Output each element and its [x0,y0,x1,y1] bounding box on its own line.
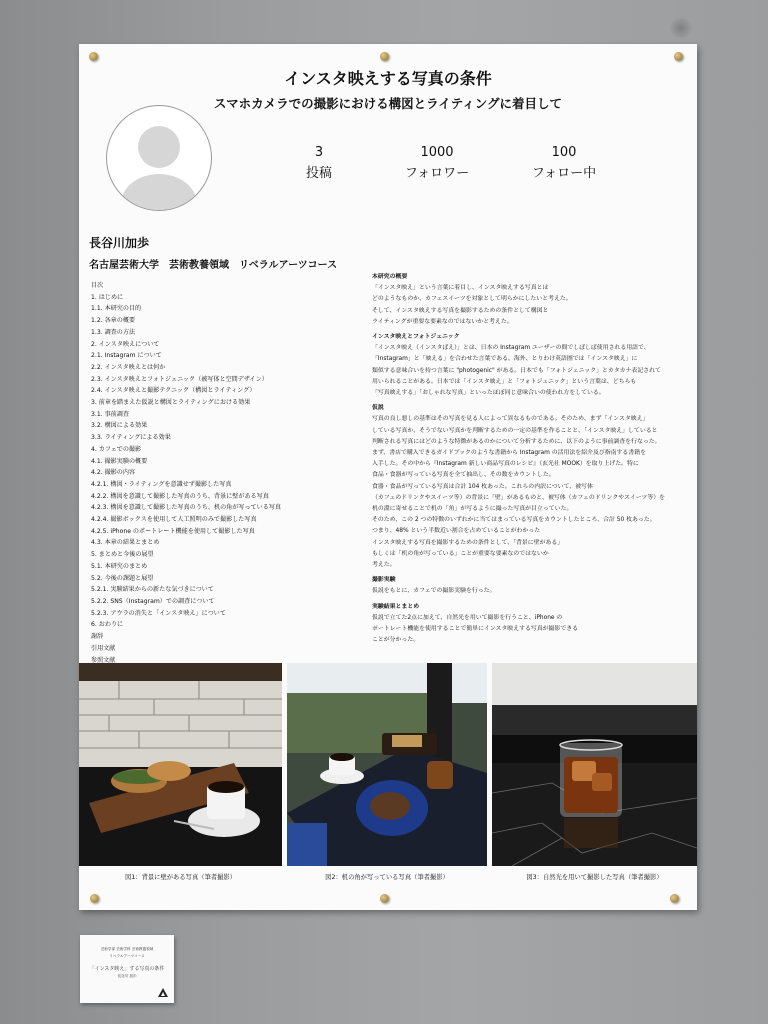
section-line: 用いられることがある。日本では「インスタ映え」と「フォトジェニック」という言葉は、どちらも [372,378,637,385]
author-name: 長谷川加歩 [89,236,150,250]
stat-followers [392,142,482,184]
toc-item: 引用文献 [91,644,116,652]
pin [90,894,99,903]
toc-item: 目次 [91,282,104,289]
section-line: 食品・食器が写っている写真を全て抽出し、その数をカウントした。 [372,472,555,479]
toc-item: 4.2.2. 構図を意識して撮影した写真のうち、背景に壁がある写真 [91,492,269,500]
section-line: 判断される写真にはどのような特徴があるのかについて分析するために、以下のように事前調査を行なった。 [372,438,661,445]
wall-mark [668,18,694,38]
section-line: 写真の良し悪しの基準はその写真を見る人によって異なるものである。そのため、まず「インスタ映え」 [372,416,649,423]
section-line: ことが分かった。 [372,637,420,644]
section-line: 「インスタ映え」という言葉に着目し、インスタ映えする写真とは [372,285,549,292]
section-heading: 仮説 [372,405,384,412]
section-line: そのため、この 2 つの特徴のいずれかに当てはまっている写真をカウントしたところ、合計 50 枚あった。 [372,517,656,524]
stat-posts [279,142,359,184]
toc-item: 4.2. 撮影の内容 [91,469,136,477]
stat-value: 3 [314,145,324,160]
pin [670,894,679,903]
stat-value: 1000 [420,145,454,160]
poster-title: インスタ映えする写真の条件 [284,69,492,88]
toc-item: 1. はじめに [91,293,124,301]
toc-item: 2. インスタ映えについて [91,340,160,348]
section-line: どのようなものか、カフェスイーツを対象として明らかにしたいと考えた。 [372,296,572,303]
stat-value: 100 [551,145,577,160]
section-line: 考えた。 [372,562,396,569]
section-line: ポートレート機能を使用することで簡単にインスタ映えする写真が撮影できる [372,626,578,633]
pin [674,52,683,61]
toc-item: 3.3. ライティングによる効果 [91,434,171,442]
avatar-head [138,126,180,168]
card-author: 長谷川 加歩 [117,974,137,978]
poster [79,44,697,910]
section-line: 食器・食品が写っている写真は合計 104 枚あった。これらの内訳について、被写体 [372,483,593,490]
toc-item: 4.1. 撮影実験の概要 [91,457,148,465]
section-line: つまり、48% という半数近い割合を占めていることがわかった [372,528,541,535]
figure-3-photo [492,663,697,866]
section-heading: 本研究の概要 [372,274,408,280]
card-title: 「インスタ映え」する写真の条件 [89,966,165,972]
stat-label: フォロワー [404,166,470,181]
poster-subtitle: スマホカメラでの撮影における構図とライティングに着目して [213,96,563,111]
pin [380,894,389,903]
section-line: もしくは「机の角が写っている」ことが重要な要素なのではないか [372,550,549,557]
toc-item: 2.4. インスタ映えと撮影テクニック（構図とライティング） [91,387,256,395]
section-line: （カフェのドリンクやスイーツ等）の背景に「壁」があるものと、被写体（カフェのドリンクやスイーツ等）を [372,494,665,501]
section-line: そして、インスタ映えする写真を撮影するための条件として構図と [372,307,549,314]
toc-item: 2.2. インスタ映えとは何か [91,363,166,371]
toc-item: 4.3. 本章の結果とまとめ [91,539,160,547]
figure-2-caption: 図2：机の角が写っている写真（筆者撮影） [325,874,449,881]
toc-item: 5. まとめと今後の展望 [91,551,154,559]
toc-item: 5.1. 本研究のまとめ [91,562,148,570]
toc-item: 5.2. 今後の課題と展望 [91,574,154,582]
section-line: 入手した。その中から『Instagram 新しい商品写真のレシピ』（玄光社 MOOK）を取り上げた。特に [372,461,639,468]
section-line: 仮説で立てた2点に加えて、自然光を用いて撮影を行うこと、iPhone の [372,614,563,621]
toc-item: 5.2.1. 実験結果からの新たな気づきについて [91,586,214,594]
logo-icon [158,988,168,997]
section-line: インスタ映えする写真を撮影するための条件として、「背景に壁がある」 [372,539,564,546]
toc-item: 2.1. Instagram について [91,352,162,360]
section-line: まず、書店で購入できるガイドブックのような書籍から Instagram の活用法を紹介及び指南する書籍を [372,450,646,457]
section-line: ライティングが重要な要素なのではないかと考えた。 [372,318,513,325]
section-line: 「Instagram」と「映える」を合わせた言葉である。海外、とりわけ英語圏では「インスタ映え」に [372,356,638,363]
section-line: 机の淵に寄せることで机の「角」が写るように撮った写真が目立っていた。 [372,506,573,513]
table-of-contents [91,280,361,666]
stat-following [519,142,609,184]
section-line: 「写真映えする」「おしゃれな写真」といったほぼ同じ意味合いの使われ方をしている。 [372,390,605,397]
toc-item: 4.2.5. iPhone のポートレート機能を使用して撮影した写真 [91,527,255,535]
toc-item: 1.2. 各章の概要 [91,317,136,325]
toc-item: 1.1. 本研究の目的 [91,305,142,313]
section-heading: 撮影実験 [372,577,396,584]
card-line2: リベラルアーツコース [109,954,145,958]
pin [89,52,98,61]
section-heading: インスタ映えとフォトジェニック [372,334,460,341]
section-heading: 実験結果とまとめ [372,603,420,610]
toc-item: 参照文献 [91,656,116,664]
toc-item: 4. カフェでの撮影 [91,445,142,453]
toc-item: 2.3. インスタ映えとフォトジェニック（被写体と空間デザイン） [91,375,268,383]
section-line: している写真か、そうでない写真かを判断するための一定の基準を作ることと、「インスタ映え」していると [372,427,658,434]
figure-1-photo [79,663,282,866]
toc-item: 4.2.1. 構図・ライティングを意識せず撮影した写真 [91,480,232,488]
figure-2-photo [287,663,487,866]
toc-item: 3. 前章を踏まえた仮説と構図とライティングにおける効果 [91,399,251,407]
toc-item: 6. おわりに [91,621,124,629]
label-card [80,935,174,1003]
pin [380,52,389,61]
section-line: 類似する意味合いを持つ言葉に "photogenic" がある。日本でも「フォトジェニック」とカタカナ表記されて [372,367,661,374]
card-line1: 芸術学部 芸術学科 芸術教養領域 [100,947,154,951]
figure-3-caption: 図3：自然光を用いて撮影した写真（筆者撮影） [526,874,663,881]
toc-item: 3.1. 事前調査 [91,410,129,418]
affiliation: 名古屋芸術大学 芸術教養領域 リベラルアーツコース [89,260,338,271]
toc-item: 5.2.3. アウラの消失と「インスタ映え」について [91,609,226,617]
avatar [106,105,212,211]
section-line: 「インスタ映え（インスタばえ）」とは、日本の Instagram ユーザーの間でしばしば使用される用語で、 [372,345,650,352]
avatar-body [121,174,197,211]
toc-item: 3.2. 構図による効果 [91,422,148,430]
toc-item: 4.2.3. 構図を意識して撮影した写真のうち、机の角が写っている写真 [91,504,282,512]
toc-item: 4.2.4. 撮影ボックスを使用して人工照明のみで撮影した写真 [91,516,257,524]
toc-item: 5.2.2. SNS（Instagram）での調査について [91,597,215,605]
body-text [372,272,690,647]
figure-1-caption: 図1：背景に壁がある写真（筆者撮影） [124,874,237,881]
section-line: 仮説をもとに、カフェでの撮影実験を行った。 [372,588,496,595]
stat-label: 投稿 [305,166,332,181]
toc-item: 謝辞 [91,633,104,641]
toc-item: 1.3. 調査の方法 [91,328,136,336]
stat-label: フォロー中 [531,166,597,181]
